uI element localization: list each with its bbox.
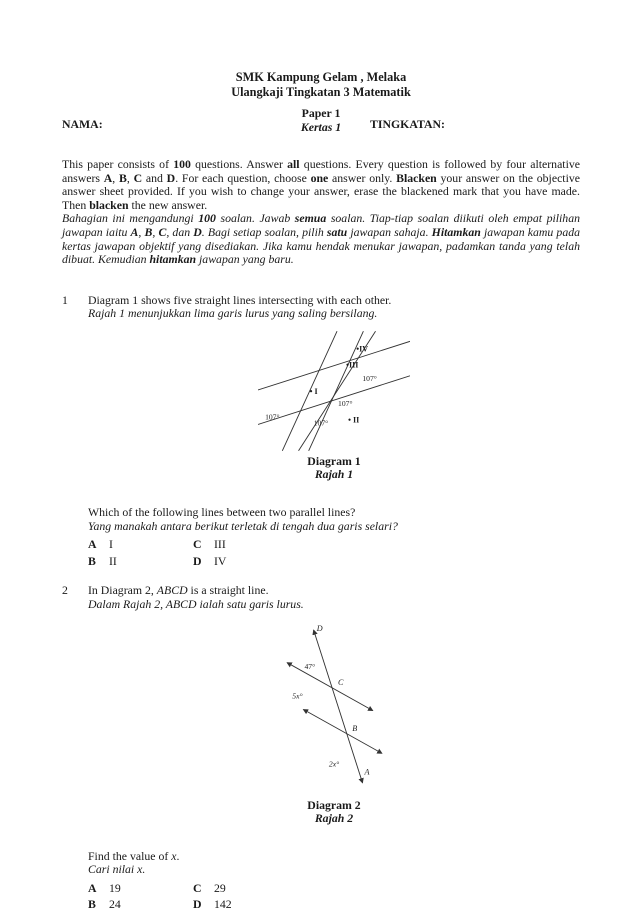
paper-number-ms: Kertas 1 [300, 119, 342, 134]
option-value: II [109, 553, 117, 568]
option-letter: D [193, 897, 202, 912]
page-header [62, 70, 580, 100]
tingkatan-label: TINGKATAN: [370, 117, 445, 131]
question-2-subquestion-en: Find the value of x. [88, 848, 180, 863]
diagram2-angle-5x: 5x° [292, 690, 303, 700]
diagram2-angle-2x: 2x° [328, 759, 340, 769]
exam-title: Ulangkaji Tingkatan 3 Matematik [231, 85, 411, 99]
option-value: 19 [109, 880, 121, 895]
diagram1-label-i: • I [309, 386, 318, 396]
diagram1-angle-bottom: 107° [313, 418, 329, 428]
question-1-subquestion-en: Which of the following lines between two parallel lines? [88, 504, 356, 519]
option-letter: A [88, 537, 97, 552]
diagram-1-caption [307, 455, 360, 482]
diagram-2 [283, 622, 385, 795]
diagram-2-figure [88, 622, 580, 826]
question-1-option-b [88, 555, 193, 569]
option-value: 24 [109, 897, 121, 912]
diagram1-angle-top: 107° [362, 373, 377, 383]
instructions-english: This paper consists of 100 questions. Answer all questions. Every question is followed by four alternative answers A, B, C and D. For each question, choose one answer only. Blacken your answer on the objective answer sheet provided. If you wish to change your answer, erase the blackened mark that you have made. Then blacken the new answer. [62, 157, 580, 212]
diagram2-point-c: C [338, 677, 344, 687]
question-1 [62, 294, 580, 569]
option-letter: C [193, 537, 202, 552]
option-value: I [109, 537, 113, 552]
option-value: IV [214, 553, 227, 568]
question-2 [62, 584, 580, 912]
diagram-2-caption-ms: Rajah 2 [314, 811, 354, 825]
question-2-text-en: In Diagram 2, ABCD is a straight line. [88, 583, 269, 598]
diagram2-angle-47: 47° [304, 661, 316, 671]
question-1-text-en: Diagram 1 shows five straight lines intersecting with each other. [88, 292, 392, 307]
question-1-options [88, 538, 580, 568]
diagram1-angle-left: 107° [265, 412, 280, 422]
question-2-option-c [193, 882, 232, 896]
diagram1-angle-mid: 107° [338, 399, 353, 409]
option-value: 142 [214, 897, 232, 912]
option-letter: A [88, 880, 97, 895]
diagram2-point-b: B [352, 723, 358, 733]
instructions-malay: Bahagian ini mengandungi 100 soalan. Jawab semua soalan. Tiap-tiap soalan diikuti oleh empat pilihan jawapan iaitu A, B, C, dan D. Bagi setiap soalan, pilih satu jawapan sahaja. Hitamkan jawapan kamu pada kertas jawapan objektif yang disediakan. Jika kamu hendak menukar jawapan, padamkan tanda yang telah dibuat. Kemudian hitamkan jawapan yang baru. [62, 211, 581, 267]
diagram2-point-d: D [316, 623, 323, 633]
diagram-1-caption-ms: Rajah 1 [314, 467, 354, 482]
nama-label: NAMA: [62, 117, 103, 131]
question-1-body [88, 294, 580, 569]
question-1-option-a [88, 538, 193, 552]
option-letter: D [193, 553, 202, 568]
question-2-option-a [88, 882, 193, 896]
question-1-option-c [193, 538, 226, 552]
paper-block [301, 107, 341, 134]
option-value: III [214, 537, 226, 552]
option-letter: B [88, 553, 96, 568]
diagram1-label-iv: •IV [356, 344, 369, 354]
diagram1-label-ii: • II [348, 415, 360, 425]
question-1-number: 1 [62, 292, 68, 307]
diagram-1-caption-en: Diagram 1 [307, 453, 361, 468]
question-2-number: 2 [62, 583, 68, 598]
school-name: SMK Kampung Gelam , Melaka [235, 70, 407, 84]
diagram-1-figure [88, 331, 580, 482]
diagram-1 [258, 331, 410, 451]
diagram2-point-a: A [364, 767, 370, 777]
diagram-2-caption-en: Diagram 2 [307, 797, 361, 812]
option-value: 29 [214, 880, 226, 895]
question-2-option-d [193, 898, 232, 912]
question-2-option-b [88, 898, 193, 912]
question-1-text-ms: Rajah 1 menunjukkan lima garis lurus yang saling bersilang. [88, 306, 378, 321]
option-letter: B [88, 897, 96, 912]
question-2-options [88, 882, 580, 912]
question-1-subquestion-ms: Yang manakah antara berikut terletak di tengah dua garis selari? [88, 518, 398, 533]
question-2-body [88, 584, 580, 912]
question-2-subquestion-ms: Cari nilai x. [88, 862, 146, 877]
diagram2-line-through-c [287, 662, 372, 710]
question-1-option-d [193, 555, 226, 569]
diagram1-label-iii: •III [346, 360, 359, 370]
paper-info-row [62, 107, 580, 145]
diagram-2-caption [307, 799, 360, 826]
paper-number-en: Paper 1 [301, 106, 341, 120]
option-letter: C [193, 880, 202, 895]
diagram2-line-through-b [303, 709, 381, 753]
question-2-text-ms: Dalam Rajah 2, ABCD ialah satu garis lurus. [88, 596, 304, 611]
